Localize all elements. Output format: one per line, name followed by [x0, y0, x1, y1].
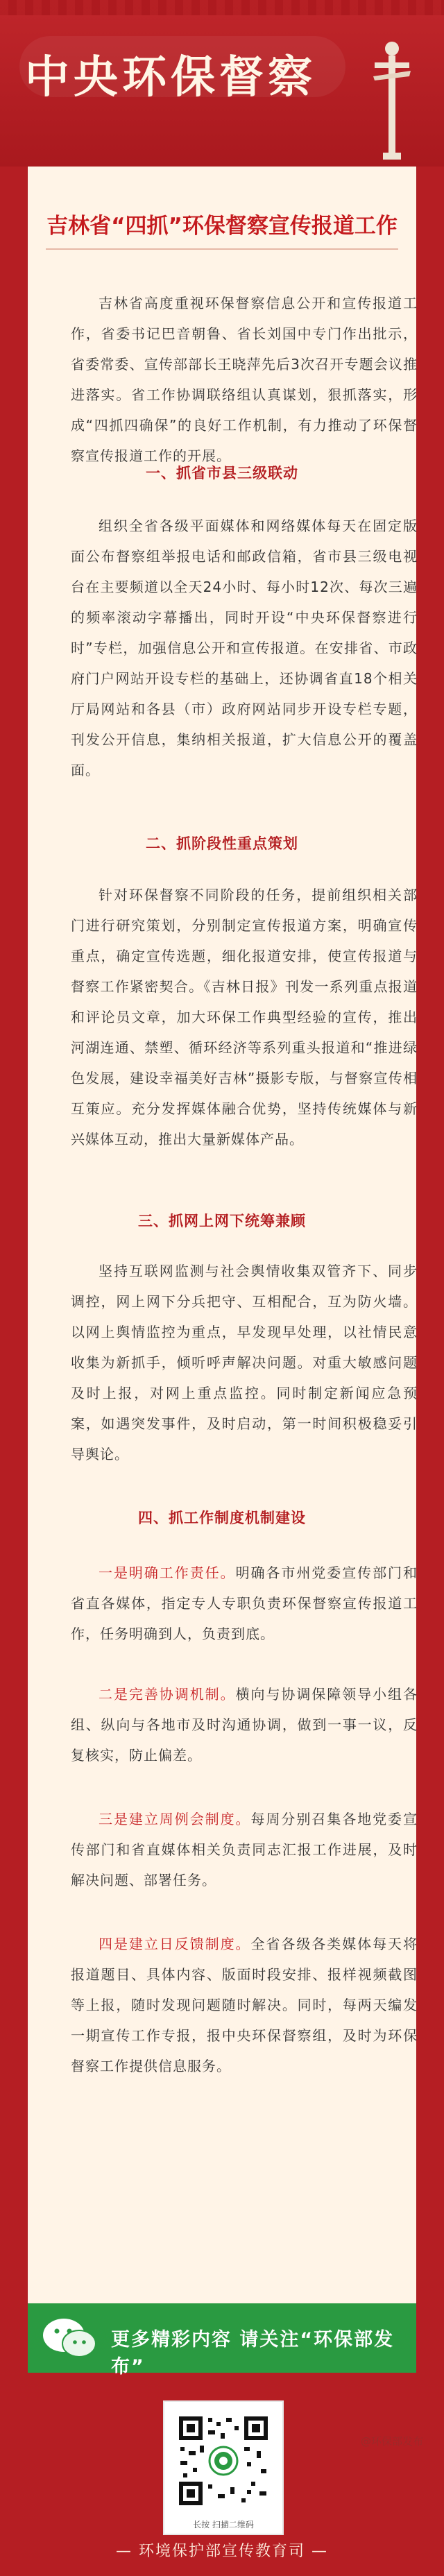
item-1-text: 明确各市州党委宣传部门和省直各媒体，指定专人专职负责环保督察宣传报道工作，任务明确到人，负责到底。	[71, 1564, 418, 1642]
section-1-paragraph: 组织全省各级平面媒体和网络媒体每天在固定版面公布督察组举报电话和邮政信箱，省市县三级电视台在主要频道以全天24小时、每小时12次、每次三遍的频率滚动字幕播出，同时开设“中央环保督察进行时”专栏，加强信息公开和宣传报道。在安排省、市政府门户网站开设专栏的基础上，还协调省直18个相关厅局网站和各县（市）政府网站同步开设专栏专题，刊发公开信息，集纳相关报道，扩大信息公开的覆盖面。	[71, 518, 418, 778]
section-3-paragraph: 坚持互联网监测与社会舆情收集双管齐下、同步调控，网上网下分兵把守、互相配合，互为防火墙。以网上舆情监控为重点，早发现早处理，以社情民意收集为新抓手，倾听呼声解决问题。对重大敏感问题及时上报，对网上重点监控。同时制定新闻应急预案，如遇突发事件，及时启动，第一时间积极稳妥引导舆论。	[71, 1263, 418, 1462]
footer-credit: — 环境保护部宣传教育司 —	[116, 2543, 328, 2560]
section-heading-1: 一、抓省市县三级联动	[146, 465, 298, 481]
header-pattern	[0, 0, 444, 15]
weibo-handle: @环保部发布	[360, 2435, 423, 2448]
qr-code-box[interactable]	[163, 2400, 284, 2535]
section-heading-2: 二、抓阶段性重点策划	[146, 835, 298, 852]
brand-title: 中央环保督察	[25, 51, 316, 103]
content-card	[28, 167, 416, 2303]
item-3-lead: 三是建立周例会制度。	[99, 1811, 251, 1827]
header	[0, 0, 444, 167]
follow-banner[interactable]	[28, 2303, 416, 2378]
wechat-icon	[40, 2316, 100, 2360]
section-heading-4: 四、抓工作制度机制建设	[138, 1510, 306, 1526]
huabiao-icon	[368, 35, 416, 167]
section-4-item-2	[71, 1679, 418, 1771]
item-2-lead: 二是完善协调机制。	[99, 1686, 236, 1703]
section-heading-3: 三、抓网上网下统筹兼顾	[138, 1213, 306, 1229]
item-1-lead: 一是明确工作责任。	[99, 1564, 236, 1581]
section-4-item-3	[71, 1804, 418, 1895]
article-title: 吉林省“四抓”环保督察宣传报道工作	[46, 214, 398, 239]
qr-label: 长按 扫描二维码	[193, 2520, 254, 2530]
item-4-lead: 四是建立日反馈制度。	[99, 1936, 251, 1952]
intro-paragraph: 吉林省高度重视环保督察信息公开和宣传报道工作，省委书记巴音朝鲁、省长刘国中专门作出批示，省委常委、宣传部部长王晓萍先后3次召开专题会议推进落实。省工作协调联络组认真谋划，狠抓落实，形成“四抓四确保”的良好工作机制，有力推动了环保督察宣传报道工作的开展。	[71, 295, 418, 464]
section-4-item-1	[71, 1558, 418, 1649]
item-3-text: 每周分别召集各地党委宣传部门和省直媒体相关负责同志汇报工作进展，及时解决问题、部署任务。	[71, 1811, 418, 1888]
item-4-text: 全省各级各类媒体每天将报道题目、具体内容、版面时段安排、报样视频截图等上报，随时发现问题随时解决。同时，每两天编发一期宣传工作专报，报中央环保督察组，及时为环保督察工作提供信息服务。	[71, 1936, 418, 2074]
title-divider	[46, 248, 398, 250]
section-4-item-4	[71, 1929, 418, 2081]
qr-code-icon	[175, 2412, 272, 2509]
section-2-paragraph: 针对环保督察不同阶段的任务，提前组织相关部门进行研究策划，分别制定宣传报道方案，明确宣传重点，确定宣传选题，细化报道安排，使宣传报道与督察工作紧密契合。《吉林日报》刊发一系列重点报道和评论员文章，加大环保工作典型经验的宣传，推出河湖连通、禁塑、循环经济等系列重头报道和“推进绿色发展，建设幸福美好吉林”摄影专版，与督察宣传相互策应。充分发挥媒体融合优势，坚持传统媒体与新兴媒体互动，推出大量新媒体产品。	[71, 887, 418, 1148]
banner-text: 更多精彩内容 请关注“环保部发布”	[111, 2329, 395, 2378]
item-2-text: 横向与协调保障领导小组各组、纵向与各地市及时沟通协调，做到一事一议，反复核实，防止偏差。	[71, 1686, 418, 1764]
